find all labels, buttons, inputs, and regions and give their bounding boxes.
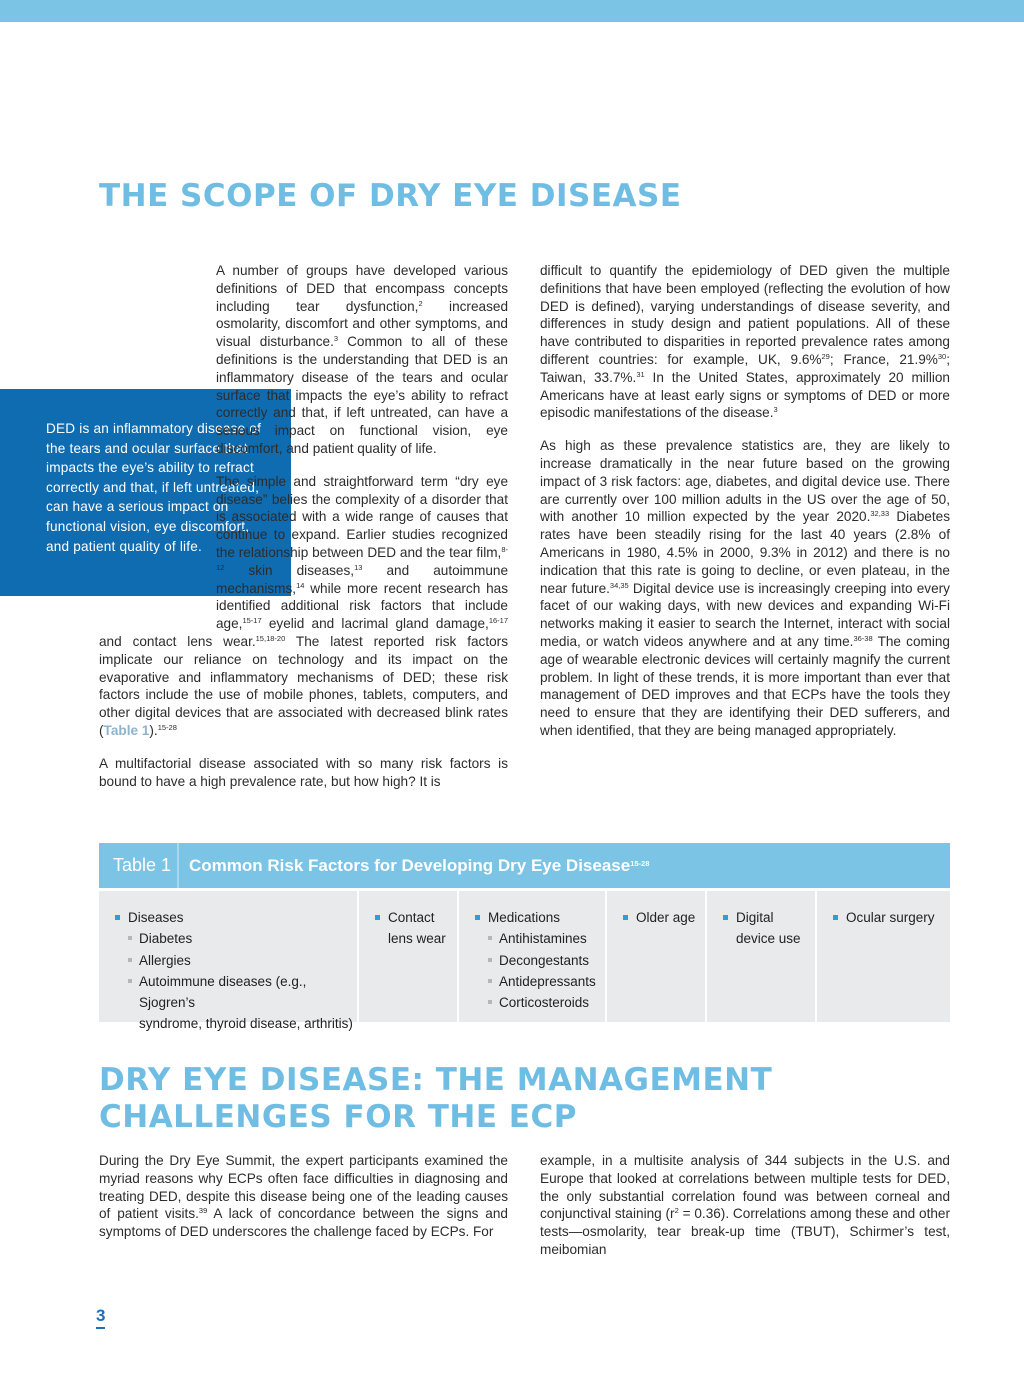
list-subitem: Diabetes xyxy=(113,928,357,949)
paragraph: difficult to quantify the epidemiology of DED given the multiple definitions that have been employed (reflecting the evolution of how DED is defined), varying understandings of disease severity, and differences in study design and patient populations. All of these have contributed to disparities in reported prevalence rates among different countries: for example, UK, 9.6%$^{29}$; France, 21.9%$^{30}$; Taiwan, 33.7%.$^{31}$ In the United States, approximately 20 million Americans have at least early signs or symptoms of DED or more episodic manifestations of the disease.$^3$ xyxy=(540,263,951,421)
section-heading-management: DRY EYE DISEASE: THE MANAGEMENT CHALLENGES FOR THE ECP xyxy=(99,1062,773,1135)
list-subitem: Antihistamines xyxy=(473,928,605,949)
list-item: Contact xyxy=(373,907,457,928)
section2-left-column xyxy=(99,1152,508,1241)
list-item: Medications xyxy=(473,907,605,928)
paragraph: A multifactorial disease associated with so many risk factors is bound to have a high prevalence rate, but how high? It is xyxy=(99,755,508,789)
section2-right-column xyxy=(540,1152,950,1259)
table-cell-contact-lens xyxy=(359,891,459,1022)
callout-text-wrap-space xyxy=(0,368,216,622)
list-subitem: Corticosteroids xyxy=(473,992,605,1013)
table-cell-ocular-surgery xyxy=(817,891,950,1022)
list-item-continuation: lens wear xyxy=(388,931,446,947)
paragraph: During the Dry Eye Summit, the expert participants examined the myriad reasons why ECPs often face difficulties in diagnosing and treating DED, despite this disease being one of the leading causes of patient visits.$^{39}$ A lack of concordance between the signs and symptoms of DED underscores the challenge faced by ECPs. For xyxy=(99,1153,508,1240)
section-heading-scope: THE SCOPE OF DRY EYE DISEASE xyxy=(99,178,682,214)
paragraph: A number of groups have developed various definitions of DED that encompass concepts including tear dysfunction,$^2$ increased osmolarity, discomfort and other symptoms, and visual disturbance.$^3$ Common to all of these definitions is the understanding that DED is an inflammatory disease of the tears and ocular surface that impacts the eye’s ability to refract correctly and that, if left untreated, can have a serious impact on functional vision, eye discomfort, and patient quality of life. xyxy=(216,263,508,456)
list-item: Digital xyxy=(721,907,815,928)
list-item: Ocular surgery xyxy=(831,907,950,928)
table-cell-diseases xyxy=(99,891,359,1032)
right-column-text xyxy=(540,262,950,740)
table-1-body xyxy=(99,891,950,1032)
list-subitem: Decongestants xyxy=(473,950,605,971)
left-column-text xyxy=(99,262,508,790)
table-1-header xyxy=(99,843,950,888)
table-cell-digital-device xyxy=(707,891,817,1022)
page-number: 3 xyxy=(96,1306,105,1329)
list-item: Diseases xyxy=(113,907,357,928)
table-label: Table 1 xyxy=(99,843,179,888)
table-title: Common Risk Factors for Developing Dry Eye Disease$^{15-28}$ xyxy=(189,855,650,875)
paragraph: example, in a multisite analysis of 344 subjects in the U.S. and Europe that looked at correlations between multiple tests for DED, the only substantial correlation found was between corneal and conjunctival staining $(r^2 = 0.36)$. Correlations among these and other tests—osmolarity, tear break-up time (TBUT), Schirmer’s test, meibomian xyxy=(540,1153,950,1257)
pull-quote-callout: DED is an inflammatory disease of the tears and ocular surface that impacts the eye’s ability to refract correctly and that, if left untreated, can have a serious impact on functional vision, eye discomfort, and patient quality of life. xyxy=(0,389,291,596)
top-color-bar xyxy=(0,0,1024,22)
list-item: Older age xyxy=(621,907,705,928)
list-subitem: Autoimmune diseases (e.g., Sjogren’s xyxy=(113,971,357,1014)
list-subitem-continuation: syndrome, thyroid disease, arthritis) xyxy=(139,1016,353,1032)
paragraph: As high as these prevalence statistics are, they are likely to increase dramatically in the near future based on the growing impact of 3 risk factors: age, diabetes, and digital device use. There are currently over 100 million adults in the US over the age of 50, with another 10 million expected by the year 2020.$^{32,33}$ Diabetes rates have been steadily rising for the last 40 years (2.8% of Americans in 1980, 4.5% in 2000, 9.3% in 2012) and there is no indication that this rate is going to decline, or even plateau, in the near future.$^{34,35}$ Digital device use is increasingly creeping into every facet of our waking days, with new devices and expanding Wi-Fi networks making it easier to search the Internet, interact with social media, or watch videos anywhere and at any time.$^{36-38}$ The coming age of wearable electronic devices will certainly magnify the current problem. In light of these trends, it is more important than ever that management of DED improves and that ECPs have the tools they need to ensure that they are identifying their DED sufferers, and when identified, that they are being managed appropriately. xyxy=(540,438,950,738)
list-subitem: Antidepressants xyxy=(473,971,605,992)
paragraph: The simple and straightforward term “dry eye disease” belies the complexity of a disorder that is associated with a wide range of causes that continue to expand. Earlier studies recognized the relationship between DED and the tear film,$^{8-12}$ skin diseases,$^{13}$ and autoimmune mechanisms,$^{14}$ while more recent research has identified additional risk factors that include age,$^{15-17}$ eyelid and lacrimal gland damage,$^{16-17}$ and contact lens wear.$^{15,18-20}$ The latest reported risk factors implicate our reliance on technology and its impact on the evaporative and inflammatory mechanisms of DED; these risk factors include the use of mobile phones, tablets, computers, and other digital devices that are associated with decreased blink rates (Table 1).$^{15-28}$ xyxy=(99,473,509,738)
list-subitem: Allergies xyxy=(113,950,357,971)
table-cell-older-age xyxy=(607,891,707,1022)
table-cell-medications xyxy=(459,891,607,1022)
list-item-continuation: device use xyxy=(736,931,801,947)
table-1-reference-link[interactable]: Table 1 xyxy=(103,722,150,738)
